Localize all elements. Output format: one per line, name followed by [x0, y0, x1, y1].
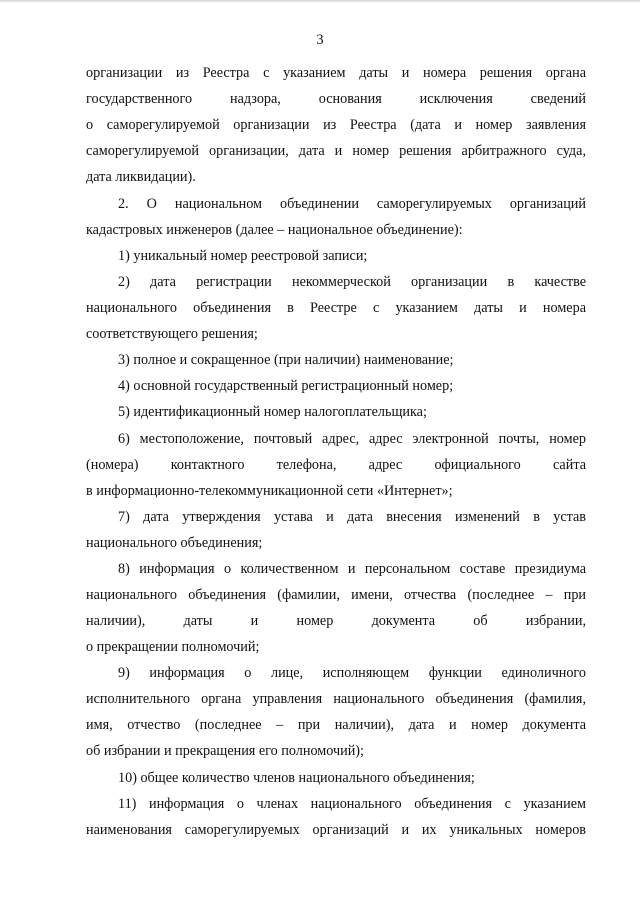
text-line: о саморегулируемой организации из Реестра (дата и номер заявления: [86, 117, 586, 133]
text-line: наличии), даты и номер документа об избрании,: [86, 613, 586, 629]
text-line: соответствующего решения;: [86, 326, 258, 342]
list-item: 3) полное и сокращенное (при наличии) наименование;: [118, 352, 454, 368]
text-line: национального объединения в Реестре с указанием даты и номера: [86, 300, 586, 316]
text-line: саморегулируемой организации, дата и номер решения арбитражного суда,: [86, 143, 586, 159]
list-item: 11) информация о членах национального объединения с указанием: [118, 796, 586, 812]
text-line: наименования саморегулируемых организаций и их уникальных номеров: [86, 822, 586, 838]
text-line: имя, отчество (последнее – при наличии), дата и номер документа: [86, 717, 586, 733]
section-heading-line: 2. О национальном объединении саморегулируемых организаций: [118, 196, 586, 212]
list-item: 5) идентификационный номер налогоплательщика;: [118, 404, 427, 420]
text-line: об избрании и прекращения его полномочий);: [86, 743, 364, 759]
scan-top-edge: [0, 0, 640, 3]
list-item: 4) основной государственный регистрационный номер;: [118, 378, 454, 394]
page-number: 3: [316, 32, 324, 48]
list-item: 9) информация о лице, исполняющем функции единоличного: [118, 665, 586, 681]
list-item: 10) общее количество членов национального объединения;: [118, 770, 475, 786]
text-line: организации из Реестра с указанием даты и номера решения органа: [86, 65, 586, 81]
list-item: 8) информация о количественном и персональном составе президиума: [118, 561, 586, 577]
text-line: исполнительного органа управления национального объединения (фамилия,: [86, 691, 586, 707]
text-line: (номера) контактного телефона, адрес официального сайта: [86, 457, 586, 473]
list-item: 1) уникальный номер реестровой записи;: [118, 248, 368, 264]
list-item: 2) дата регистрации некоммерческой организации в качестве: [118, 274, 586, 290]
text-line: национального объединения (фамилии, имени, отчества (последнее – при: [86, 587, 586, 603]
list-item: 7) дата утверждения устава и дата внесения изменений в устав: [118, 509, 586, 525]
list-item: 6) местоположение, почтовый адрес, адрес электронной почты, номер: [118, 431, 586, 447]
text-line: национального объединения;: [86, 535, 263, 551]
text-line: кадастровых инженеров (далее – национальное объединение):: [86, 222, 463, 238]
text-line: государственного надзора, основания исключения сведений: [86, 91, 586, 107]
text-line: дата ликвидации).: [86, 169, 196, 185]
text-line: в информационно-телекоммуникационной сети «Интернет»;: [86, 483, 453, 499]
text-line: о прекращении полномочий;: [86, 639, 260, 655]
